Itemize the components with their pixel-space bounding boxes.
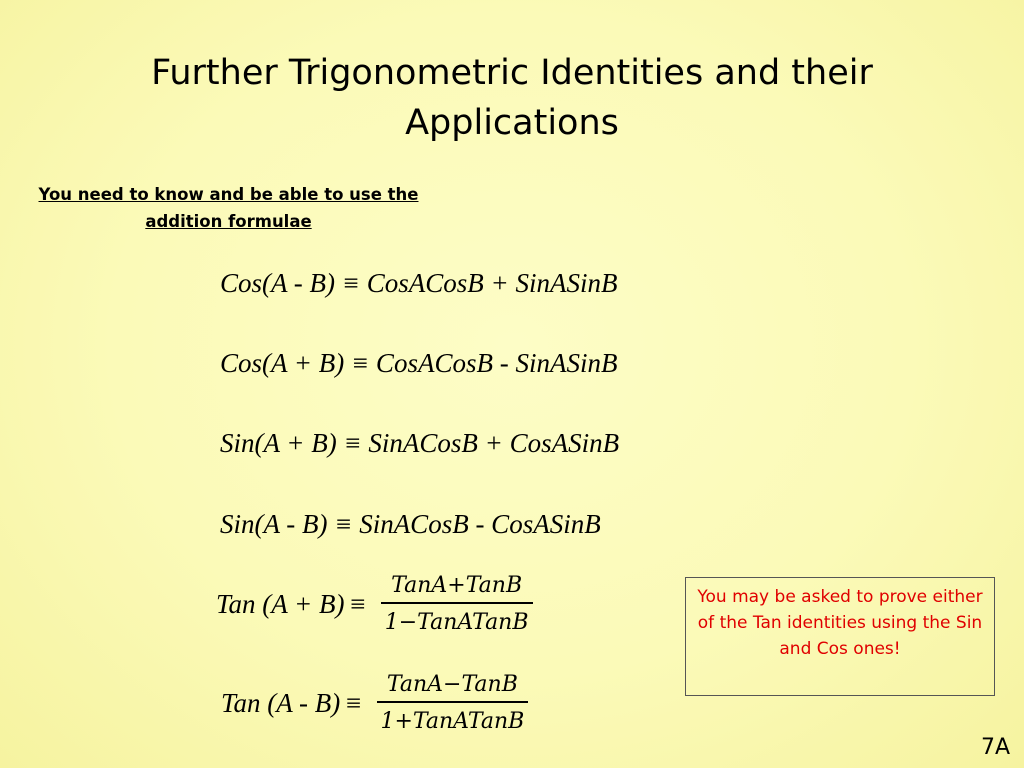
tan-plus-equiv: ≡ bbox=[348, 588, 367, 619]
tan-minus-denominator: 1+TanATanB bbox=[380, 709, 525, 734]
tan-plus-numerator: TanA+TanB bbox=[391, 573, 523, 598]
callout-box: You may be asked to prove either of the Tan identities using the Sin and Cos ones! bbox=[685, 577, 995, 696]
formula-sin-plus: Sin(A + B) ≡ SinACosB + CosASinB bbox=[220, 428, 620, 458]
instruction-note: You need to know and be able to use the addition formulae bbox=[38, 185, 419, 231]
slide-number: 7A bbox=[980, 735, 1010, 760]
tan-plus-fraction bbox=[381, 573, 533, 635]
formula-cos-plus: Cos(A + B) ≡ CosACosB - SinASinB bbox=[220, 348, 618, 378]
tan-plus-denominator: 1−TanATanB bbox=[384, 610, 529, 635]
formula-tan-minus bbox=[221, 672, 528, 734]
tan-minus-fraction bbox=[377, 672, 529, 734]
slide-title: Further Trigonometric Identities and their Applications bbox=[151, 53, 873, 143]
tan-minus-equiv: ≡ bbox=[344, 687, 363, 718]
tan-minus-lhs: Tan (A - B) bbox=[221, 687, 341, 718]
tan-plus-lhs: Tan (A + B) bbox=[216, 588, 345, 619]
formula-sin-minus: Sin(A - B) ≡ SinACosB - CosASinB bbox=[220, 509, 601, 539]
formula-tan-plus bbox=[216, 573, 533, 635]
formula-cos-minus: Cos(A - B) ≡ CosACosB + SinASinB bbox=[220, 268, 618, 298]
tan-minus-numerator: TanA−TanB bbox=[386, 672, 518, 697]
